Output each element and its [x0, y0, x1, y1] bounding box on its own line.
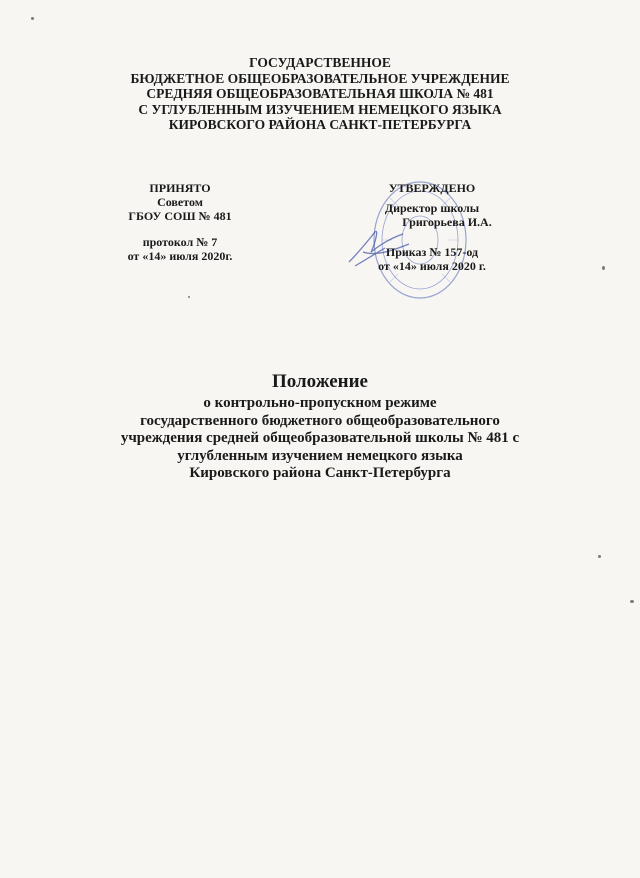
document-title: [60, 370, 580, 483]
accepted-date: от «14» июля 2020г.: [127, 249, 233, 263]
approved-order: Приказ № 157-од: [385, 245, 479, 259]
accepted-protocol: протокол № 7: [142, 235, 218, 249]
approved-block: [352, 181, 512, 273]
title-line: о контрольно-пропускном режиме: [203, 395, 437, 411]
header-line: ГОСУДАРСТВЕННОЕ: [249, 55, 391, 70]
header-line: С УГЛУБЛЕННЫМ ИЗУЧЕНИЕМ НЕМЕЦКОГО ЯЗЫКА: [138, 101, 502, 117]
scan-speck: [602, 266, 605, 270]
title-main: Положение: [271, 371, 368, 392]
title-line: государственного бюджетного общеобразовательного: [140, 412, 500, 429]
approved-director-name: Григорьева И.А.: [402, 215, 492, 229]
header-line: СРЕДНЯЯ ОБЩЕОБРАЗОВАТЕЛЬНАЯ ШКОЛА № 481: [146, 86, 494, 101]
approved-date: от «14» июля 2020 г.: [378, 259, 486, 273]
school-header: [40, 55, 600, 133]
accepted-block: [100, 181, 260, 263]
scan-speck: [31, 17, 34, 20]
scan-speck: [188, 296, 190, 298]
scan-speck: [630, 600, 634, 603]
header-line: КИРОВСКОГО РАЙОНА САНКТ-ПЕТЕРБУРГА: [168, 117, 472, 132]
title-line: учреждения средней общеобразовательной школы № 481 с: [120, 430, 520, 446]
accepted-heading: ПРИНЯТО: [149, 181, 211, 195]
accepted-school: ГБОУ СОШ № 481: [128, 209, 232, 223]
approved-position: Директор школы: [384, 201, 480, 215]
header-line: БЮДЖЕТНОЕ ОБЩЕОБРАЗОВАТЕЛЬНОЕ УЧРЕЖДЕНИЕ: [130, 70, 510, 86]
title-line: углубленным изучением немецкого языка: [177, 447, 463, 464]
title-line: Кировского района Санкт-Петербурга: [189, 465, 451, 481]
approved-heading: УТВЕРЖДЕНО: [388, 181, 476, 195]
scan-speck: [598, 555, 601, 558]
accepted-council: Советом: [157, 195, 203, 209]
